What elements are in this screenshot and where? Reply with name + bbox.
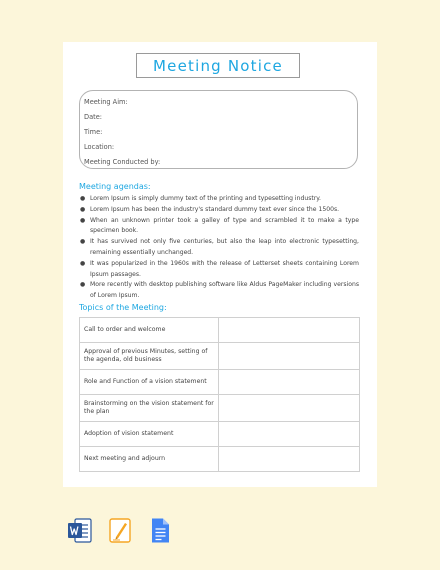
topic-cell: Call to order and welcome — [80, 318, 219, 343]
notes-cell — [219, 318, 360, 343]
document-page — [63, 42, 377, 487]
table-row — [80, 370, 360, 395]
table-row — [80, 447, 360, 472]
agenda-item: ● Lorem Ipsum is simply dummy text of the printing and typesetting industry. — [80, 195, 321, 202]
agenda-item: ● It was popularized in the 1960s with the release of Letterset sheets containing Lorem Ipsum passages. — [80, 259, 359, 278]
page-title: Meeting Notice — [153, 56, 283, 75]
agenda-item-text: More recently with desktop publishing software like Aldus PageMaker including versions of Lorem Ipsum. — [90, 281, 359, 300]
word-icon[interactable] — [67, 517, 93, 544]
table-row — [80, 343, 360, 370]
meeting-info-box — [79, 90, 358, 169]
topic-cell: Brainstorming on the vision statement for the plan — [80, 395, 219, 422]
topics-table — [79, 317, 360, 472]
agenda-item: ● When an unknown printer took a galley of type and scrambled it to make a type specimen book. — [80, 216, 359, 235]
topic-cell: Adoption of vision statement — [80, 422, 219, 447]
date-label: Date: — [84, 113, 102, 121]
topic-cell: Approval of previous Minutes, setting of the agenda, old business — [80, 343, 219, 370]
table-row — [80, 422, 360, 447]
title-box — [136, 53, 300, 78]
agenda-item-text: When an unknown printer took a galley of type and scrambled it to make a type specimen book. — [90, 216, 359, 235]
agenda-item-text: Lorem Ipsum has been the industry's standard dummy text ever since the 1500s. — [90, 205, 340, 213]
notes-cell — [219, 395, 360, 422]
notes-cell — [219, 343, 360, 370]
app-icons — [67, 517, 173, 544]
notes-cell — [219, 370, 360, 395]
google-docs-icon[interactable] — [147, 517, 173, 544]
table-row — [80, 318, 360, 343]
notes-cell — [219, 422, 360, 447]
agendas-heading: Meeting agendas: — [79, 182, 151, 191]
agenda-item: ● More recently with desktop publishing software like Aldus PageMaker including versions of Lorem Ipsum. — [80, 281, 359, 300]
agenda-item-text: It was popularized in the 1960s with the release of Letterset sheets containing Lorem Ipsum passages. — [90, 259, 359, 278]
topic-cell: Role and Function of a vision statement — [80, 370, 219, 395]
agenda-item: ● It has survived not only five centuries, but also the leap into electronic typesetting, remaining essentially unchanged. — [80, 238, 359, 256]
pages-icon[interactable] — [107, 517, 133, 544]
location-label: Location: — [84, 143, 115, 151]
agenda-item-text: It has survived not only five centuries, but also the leap into electronic typesetting, remaining essentially unchanged. — [90, 238, 359, 256]
topics-heading: Topics of the Meeting: — [79, 303, 167, 312]
notes-cell — [219, 447, 360, 472]
table-row — [80, 395, 360, 422]
meeting-aim-label: Meeting Aim: — [84, 98, 128, 106]
agenda-item-text: Lorem Ipsum is simply dummy text of the printing and typesetting industry. — [90, 195, 321, 202]
agenda-item: ● Lorem Ipsum has been the industry's standard dummy text ever since the 1500s. — [80, 205, 340, 213]
agenda-list — [79, 194, 359, 302]
topic-cell: Next meeting and adjourn — [80, 447, 219, 472]
time-label: Time: — [84, 128, 103, 136]
conducted-by-label: Meeting Conducted by: — [84, 158, 161, 166]
